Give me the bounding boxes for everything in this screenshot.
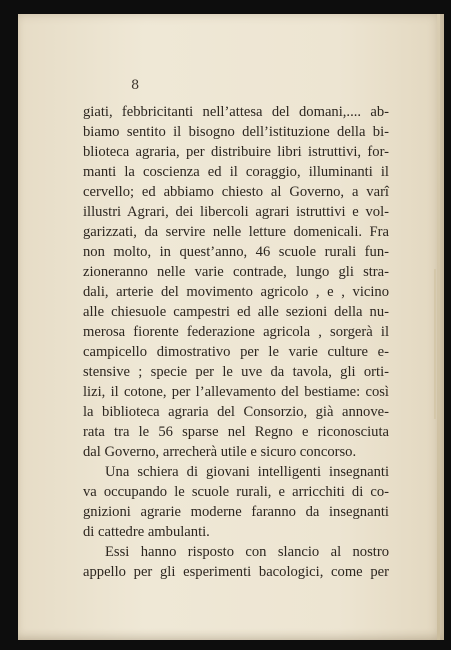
text-line: Essi hanno risposto con slancio al nostro	[105, 544, 389, 560]
text-line: stensive ; specie per le uve da tavola, gli orti-	[83, 364, 389, 380]
body-text	[83, 102, 389, 582]
text-line: rata tra le 56 sparse nel Regno e riconosciuta	[83, 424, 389, 440]
text-line: la biblioteca agraria del Consorzio, già annove-	[83, 404, 389, 420]
text-line: garizzati, da servire nelle letture domenicali. Fra	[83, 224, 389, 240]
fold-mark	[430, 269, 436, 419]
text-line: dali, arterie del movimento agricolo , e , vicino	[83, 284, 389, 300]
text-line: cervello; ed abbiamo chiesto al Governo, a varî	[83, 184, 389, 200]
text-line: giati, febbricitanti nell’attesa del domani,.... ab-	[83, 104, 389, 120]
text-line: campicello dimostrativo per le varie culture e-	[83, 344, 389, 360]
book-page	[18, 14, 444, 640]
text-line: alle chiesuole campestri ed alle sezioni della nu-	[83, 304, 389, 320]
text-line: merosa fiorente federazione agricola , sorgerà il	[83, 324, 389, 340]
text-line: appello per gli esperimenti bacologici, come per	[83, 564, 389, 580]
text-line: illustri Agrari, dei libercoli agrari istruttivi e vol-	[83, 204, 389, 220]
page-edge	[437, 14, 440, 640]
text-line: dal Governo, arrecherà utile e sicuro concorso.	[83, 444, 357, 460]
text-line: manti la coscienza ed il coraggio, illuminanti il	[83, 164, 389, 180]
text-line: blioteca agraria, per distribuire libri istruttivi, for-	[83, 144, 389, 160]
text-line: di cattedre ambulanti.	[83, 524, 210, 540]
text-line: biamo sentito il bisogno dell’istituzione della bi-	[83, 124, 389, 140]
text-line: non molto, in quest’anno, 46 scuole rurali fun-	[83, 244, 389, 260]
text-line: Una schiera di giovani intelligenti insegnanti	[105, 464, 389, 480]
text-line: va occupando le scuole rurali, e arricchiti di co-	[83, 484, 389, 500]
text-line: zioneranno nelle varie contrade, lungo gli stra-	[83, 264, 389, 280]
text-line: lizi, il cotone, per l’allevamento del bestiame: così	[83, 384, 389, 400]
page-number: 8	[131, 78, 140, 93]
text-line: gnizioni agrarie moderne faranno da insegnanti	[83, 504, 389, 520]
